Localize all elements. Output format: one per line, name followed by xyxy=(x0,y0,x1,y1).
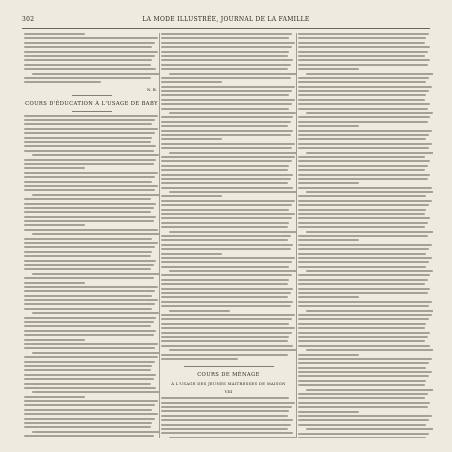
text-line xyxy=(298,178,428,180)
text-line xyxy=(161,187,293,189)
text-line xyxy=(161,323,289,325)
text-line xyxy=(298,222,428,224)
text-line xyxy=(298,340,425,342)
text-line xyxy=(298,103,430,105)
text-line xyxy=(298,274,430,276)
text-line xyxy=(161,165,289,167)
text-line xyxy=(298,209,426,211)
text-line xyxy=(298,130,432,132)
text-line xyxy=(161,68,288,70)
text-line xyxy=(161,415,288,417)
text-line xyxy=(169,310,230,312)
text-line xyxy=(32,194,159,196)
text-block xyxy=(24,33,159,86)
text-line xyxy=(306,73,433,75)
text-line xyxy=(24,246,155,248)
text-line xyxy=(298,77,429,79)
text-line xyxy=(32,233,159,235)
text-line xyxy=(298,59,430,61)
text-line xyxy=(24,396,85,398)
text-line xyxy=(24,123,152,125)
text-line xyxy=(298,213,425,215)
text-line xyxy=(24,229,158,231)
text-line xyxy=(161,397,289,399)
text-line xyxy=(298,121,428,123)
text-line xyxy=(24,115,158,117)
article-subtitle-menage: À L'USAGE DES JEUNES MAITRESSES DE MAISON xyxy=(171,381,286,387)
text-line xyxy=(298,182,359,184)
text-line xyxy=(298,283,425,285)
text-line xyxy=(24,290,155,292)
text-line xyxy=(161,209,289,211)
text-line xyxy=(161,77,291,79)
text-line xyxy=(298,86,432,88)
text-line xyxy=(24,33,85,35)
text-line xyxy=(24,37,158,39)
text-line xyxy=(298,362,429,364)
text-line xyxy=(161,182,288,184)
text-line xyxy=(161,340,288,342)
text-line xyxy=(24,435,154,437)
text-line xyxy=(161,51,289,53)
text-line xyxy=(161,432,293,434)
text-line xyxy=(298,81,426,83)
text-line xyxy=(24,203,156,205)
text-line xyxy=(161,116,293,118)
text-line xyxy=(169,73,296,75)
text-line xyxy=(24,185,158,187)
text-line xyxy=(298,33,429,35)
page-header xyxy=(22,14,430,25)
text-line xyxy=(161,213,295,215)
text-line xyxy=(161,296,288,298)
text-line xyxy=(32,73,159,75)
text-line xyxy=(298,235,428,237)
text-line xyxy=(161,169,288,171)
text-line xyxy=(24,426,151,428)
text-line xyxy=(161,90,292,92)
text-line xyxy=(298,411,359,413)
text-line xyxy=(161,336,289,338)
text-line xyxy=(298,138,426,140)
text-line xyxy=(161,305,291,307)
text-line xyxy=(169,152,296,154)
text-line xyxy=(169,191,296,193)
text-line xyxy=(24,378,154,380)
text-line xyxy=(24,207,154,209)
text-line xyxy=(298,99,425,101)
text-line xyxy=(24,413,158,415)
text-line xyxy=(24,409,152,411)
text-line xyxy=(298,288,430,290)
text-line xyxy=(161,239,288,241)
text-line xyxy=(161,121,291,123)
section-number: VIII xyxy=(224,389,233,395)
text-line xyxy=(298,248,429,250)
text-line xyxy=(298,125,359,127)
text-line xyxy=(298,174,430,176)
text-line xyxy=(306,349,433,351)
text-line xyxy=(161,147,292,149)
text-line xyxy=(161,279,289,281)
text-line xyxy=(298,68,359,70)
text-line xyxy=(24,159,156,161)
text-line xyxy=(24,145,156,147)
text-line xyxy=(298,253,426,255)
separator-rule xyxy=(72,95,112,96)
text-line xyxy=(298,358,432,360)
text-line xyxy=(298,279,428,281)
text-line xyxy=(24,387,156,389)
text-block xyxy=(161,397,296,438)
text-line xyxy=(161,217,292,219)
text-line xyxy=(306,389,433,391)
column-rule xyxy=(296,33,297,438)
column-rule xyxy=(159,33,160,438)
text-line xyxy=(161,33,292,35)
text-line xyxy=(298,143,432,145)
article-title-menage: COURS DE MÉNAGE xyxy=(197,372,260,379)
text-line xyxy=(298,165,428,167)
text-line xyxy=(24,383,151,385)
text-line xyxy=(161,37,289,39)
separator-rule xyxy=(72,111,112,112)
text-line xyxy=(24,347,155,349)
text-line xyxy=(24,172,158,174)
text-line xyxy=(24,361,155,363)
text-line xyxy=(298,406,428,408)
text-line xyxy=(161,125,288,127)
text-line xyxy=(24,400,158,402)
text-line xyxy=(24,81,101,83)
text-line xyxy=(298,239,359,241)
text-line xyxy=(298,169,425,171)
text-line xyxy=(298,301,432,303)
text-line xyxy=(24,42,155,44)
text-line xyxy=(298,327,425,329)
text-line xyxy=(298,345,430,347)
text-line xyxy=(24,77,151,79)
text-line xyxy=(24,330,156,332)
text-line xyxy=(161,222,289,224)
text-line xyxy=(161,253,222,255)
text-line xyxy=(24,277,154,279)
text-line xyxy=(24,356,158,358)
text-line xyxy=(24,141,151,143)
text-line xyxy=(298,415,432,417)
text-line xyxy=(161,424,291,426)
text-line xyxy=(298,147,429,149)
text-line xyxy=(161,274,292,276)
text-line xyxy=(161,244,293,246)
text-line xyxy=(161,81,222,83)
text-line xyxy=(24,189,155,191)
column-left xyxy=(24,33,159,438)
text-line xyxy=(298,156,425,158)
text-line xyxy=(161,419,293,421)
text-line xyxy=(161,134,291,136)
text-line xyxy=(306,310,433,312)
text-line xyxy=(24,303,155,305)
text-line xyxy=(161,288,293,290)
text-block xyxy=(298,33,433,438)
text-line xyxy=(169,112,296,114)
text-line xyxy=(161,86,295,88)
text-line xyxy=(32,312,159,314)
text-line xyxy=(306,270,433,272)
text-line xyxy=(24,255,151,257)
text-line xyxy=(24,404,155,406)
column-middle xyxy=(161,33,296,438)
text-line xyxy=(24,374,156,376)
text-line xyxy=(24,299,158,301)
text-line xyxy=(298,266,426,268)
text-line xyxy=(298,55,425,57)
text-line xyxy=(161,283,288,285)
text-line xyxy=(24,238,152,240)
text-line xyxy=(161,200,295,202)
text-line xyxy=(24,286,158,288)
text-line xyxy=(306,428,433,430)
text-line xyxy=(161,59,293,61)
text-line xyxy=(24,137,152,139)
text-line xyxy=(298,323,426,325)
text-line xyxy=(169,231,296,233)
text-line xyxy=(161,332,292,334)
text-line xyxy=(298,354,359,356)
text-line xyxy=(298,384,425,386)
text-line xyxy=(306,152,433,154)
text-line xyxy=(24,334,154,336)
text-line xyxy=(298,51,428,53)
text-line xyxy=(298,437,426,438)
text-block xyxy=(24,115,159,438)
text-line xyxy=(24,242,158,244)
text-line xyxy=(298,296,359,298)
text-line xyxy=(24,198,151,200)
text-line xyxy=(161,318,292,320)
text-line xyxy=(161,406,292,408)
text-line xyxy=(24,68,156,70)
text-line xyxy=(298,375,429,377)
text-line xyxy=(298,305,429,307)
text-line xyxy=(298,402,430,404)
text-line xyxy=(161,94,289,96)
text-line xyxy=(298,160,430,162)
text-line xyxy=(298,200,432,202)
text-line xyxy=(24,132,155,134)
text-line xyxy=(298,108,428,110)
text-line xyxy=(24,418,155,420)
text-line xyxy=(161,64,291,66)
text-line xyxy=(298,204,429,206)
text-line xyxy=(298,261,429,263)
text-line xyxy=(161,266,289,268)
text-line xyxy=(161,99,295,101)
text-line xyxy=(298,433,429,435)
text-line xyxy=(161,292,291,294)
text-line xyxy=(24,369,151,371)
text-line xyxy=(24,51,158,53)
text-line xyxy=(24,220,154,222)
text-line xyxy=(161,160,292,162)
text-line xyxy=(24,211,151,213)
text-line xyxy=(298,116,430,118)
text-line xyxy=(161,143,295,145)
text-line xyxy=(161,301,293,303)
text-line xyxy=(161,174,293,176)
text-line xyxy=(161,402,295,404)
text-line xyxy=(161,261,292,263)
text-line xyxy=(298,332,430,334)
text-line xyxy=(24,317,156,319)
text-line xyxy=(24,216,156,218)
text-line xyxy=(298,336,428,338)
text-line xyxy=(298,397,425,399)
text-line xyxy=(24,55,155,57)
text-line xyxy=(298,424,426,426)
text-block xyxy=(161,33,296,362)
text-line xyxy=(161,235,291,237)
separator-rule xyxy=(184,366,274,367)
text-line xyxy=(298,393,428,395)
text-line xyxy=(161,103,292,105)
text-line xyxy=(24,365,152,367)
text-line xyxy=(24,295,152,297)
text-line xyxy=(161,55,288,57)
text-line xyxy=(24,224,85,226)
text-line xyxy=(161,410,289,412)
text-line xyxy=(161,178,291,180)
text-line xyxy=(298,318,429,320)
text-line xyxy=(298,217,430,219)
text-line xyxy=(24,119,155,121)
text-line xyxy=(161,345,293,347)
text-line xyxy=(298,64,428,66)
text-line xyxy=(161,428,288,430)
text-line xyxy=(161,327,295,329)
text-line xyxy=(24,343,158,345)
text-line xyxy=(298,42,425,44)
text-line xyxy=(298,257,432,259)
text-line xyxy=(161,138,222,140)
text-line xyxy=(161,108,289,110)
text-line xyxy=(298,46,430,48)
text-line xyxy=(161,226,288,228)
text-line xyxy=(24,422,152,424)
article-signature: N. B. xyxy=(147,86,157,92)
text-line xyxy=(24,163,154,165)
journal-title: LA MODE ILLUSTRÉE, JOURNAL DE LA FAMILLE xyxy=(142,16,310,23)
text-line xyxy=(161,42,295,44)
text-line xyxy=(161,248,291,250)
article-title-education: COURS D'ÉDUCATION À L'USAGE DE BABY xyxy=(25,100,158,107)
text-line xyxy=(298,367,426,369)
text-line xyxy=(24,251,152,253)
text-line xyxy=(32,391,159,393)
text-line xyxy=(169,349,296,351)
text-line xyxy=(298,380,426,382)
column-right xyxy=(298,33,433,438)
text-line xyxy=(161,156,295,158)
text-line xyxy=(306,191,433,193)
text-line xyxy=(32,431,159,433)
text-line xyxy=(24,321,154,323)
text-line xyxy=(298,94,426,96)
text-line xyxy=(161,257,295,259)
text-line xyxy=(169,437,296,438)
text-line xyxy=(24,128,158,130)
header-rule xyxy=(22,28,430,29)
text-line xyxy=(306,231,433,233)
text-line xyxy=(161,130,293,132)
text-line xyxy=(161,46,292,48)
text-line xyxy=(298,195,426,197)
text-line xyxy=(24,176,155,178)
text-line xyxy=(298,37,426,39)
page-number: 302 xyxy=(22,16,35,23)
text-line xyxy=(24,264,154,266)
text-line xyxy=(161,195,222,197)
text-line xyxy=(169,270,296,272)
text-line xyxy=(24,282,85,284)
text-line xyxy=(24,167,85,169)
text-line xyxy=(24,325,151,327)
text-line xyxy=(24,339,85,341)
text-line xyxy=(24,308,152,310)
text-line xyxy=(298,292,428,294)
text-line xyxy=(161,358,238,360)
text-line xyxy=(298,187,432,189)
text-line xyxy=(24,260,156,262)
text-line xyxy=(32,154,159,156)
text-line xyxy=(24,59,152,61)
text-line xyxy=(24,64,151,66)
text-line xyxy=(298,134,429,136)
text-line xyxy=(32,273,159,275)
text-line xyxy=(298,244,432,246)
text-line xyxy=(24,46,152,48)
text-line xyxy=(298,314,432,316)
text-line xyxy=(298,90,429,92)
text-line xyxy=(24,268,151,270)
text-line xyxy=(161,314,295,316)
text-line xyxy=(298,419,429,421)
text-line xyxy=(32,352,159,354)
text-line xyxy=(24,150,154,152)
text-line xyxy=(161,204,292,206)
text-line xyxy=(161,354,288,356)
text-line xyxy=(24,181,152,183)
text-line xyxy=(298,226,425,228)
text-line xyxy=(306,112,433,114)
text-line xyxy=(298,371,432,373)
